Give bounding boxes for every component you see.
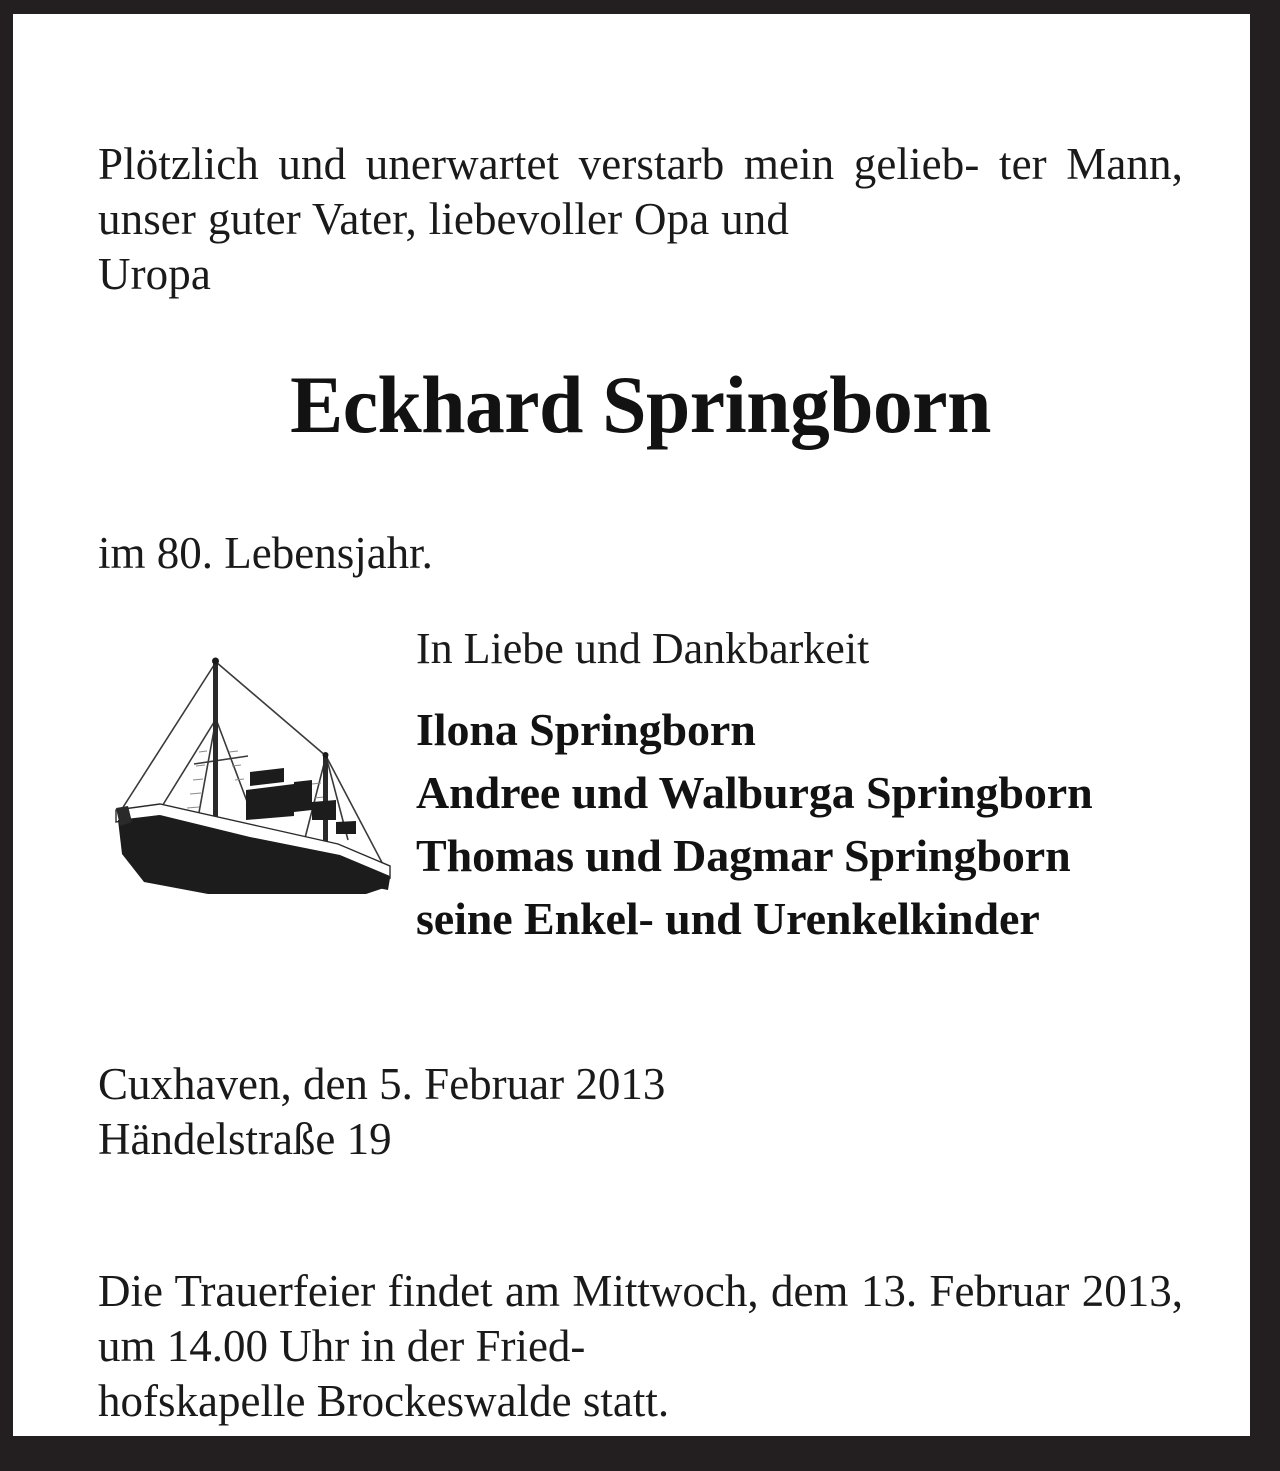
ship-icon [98,644,398,904]
dedication-block [416,622,1176,950]
intro-line-3: Uropa [98,249,211,299]
intro-paragraph [98,137,1183,302]
intro-line-2: ter Mann, unser guter Vater, liebevoller Opa und [98,139,1183,244]
age-line: im 80. Lebensjahr. [98,528,433,578]
service-line-3: hofskapelle Brockeswalde statt. [98,1376,670,1426]
deceased-name: Eckhard Springborn [290,358,991,450]
list-item: Andree und Walburga Springborn [416,767,1093,818]
place-and-address [98,1057,665,1167]
notice-inner-panel [13,14,1250,1436]
dedication-lead: In Liebe und Dankbarkeit [416,624,870,673]
service-line-2: 13. Februar 2013, um 14.00 Uhr in der Fried- [98,1266,1184,1371]
list-item: Ilona Springborn [416,704,756,755]
intro-line-1: Plötzlich und unerwartet verstarb mein gelieb- [98,139,980,189]
city-and-date: Cuxhaven, den 5. Februar 2013 [98,1059,666,1109]
notice-content [98,14,1232,1436]
survivors-list [416,698,1176,950]
address: Händelstraße 19 [98,1114,392,1164]
list-item: Thomas und Dagmar Springborn [416,830,1071,881]
illustration-and-dedication [98,622,1183,942]
list-item: seine Enkel- und Urenkelkinder [416,893,1040,944]
service-line-1: Die Trauerfeier findet am Mittwoch, dem [98,1266,849,1316]
service-paragraph [98,1264,1183,1429]
